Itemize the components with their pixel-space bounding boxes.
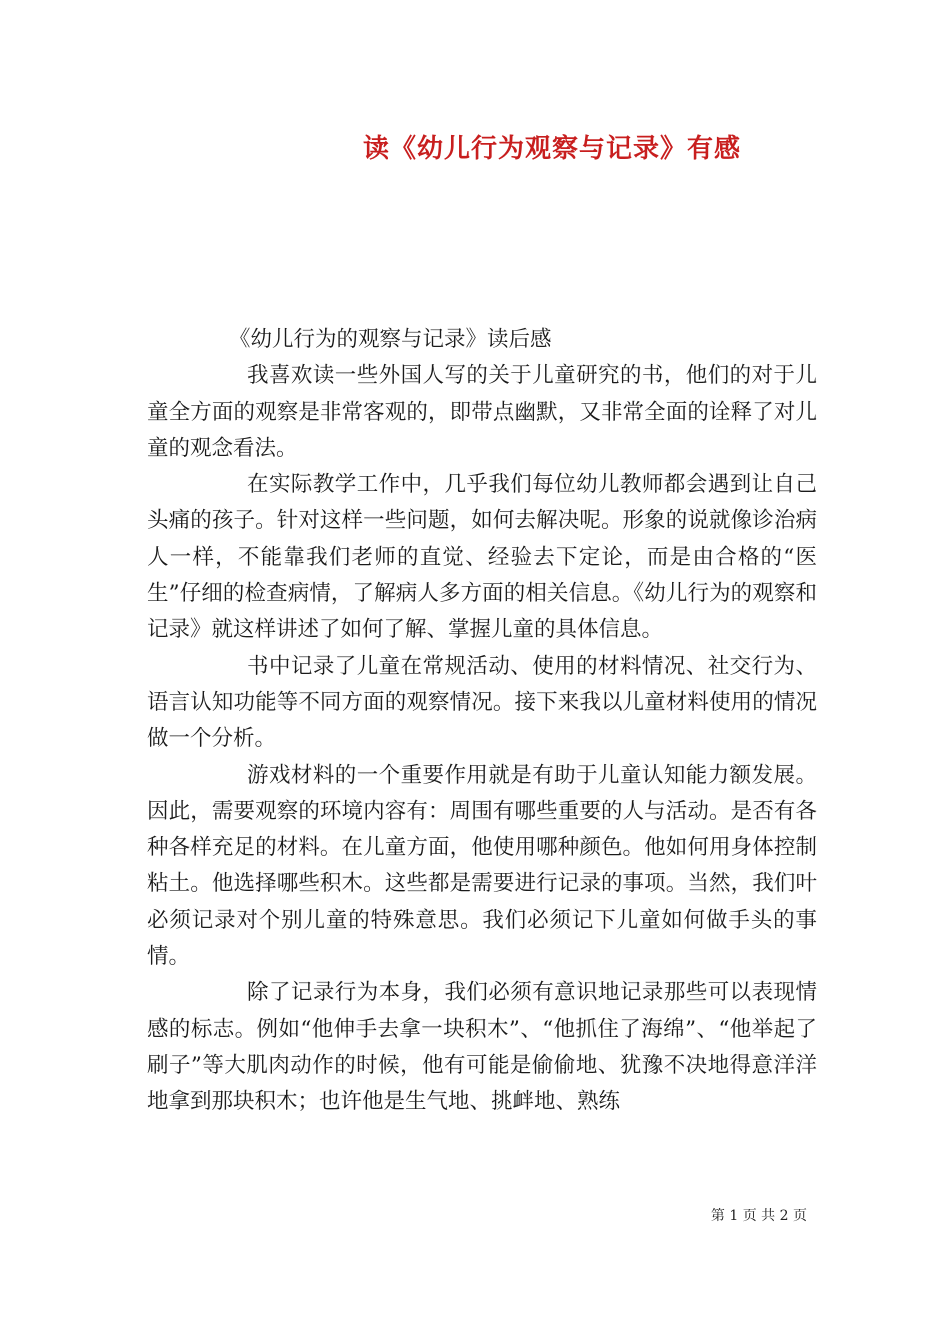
paragraph-1: 我喜欢读一些外国人写的关于儿童研究的书，他们的对于儿童全方面的观察是非常客观的，即带点幽默，又非常全面的诠释了对儿童的观念看法。 — [147, 363, 817, 461]
paragraph-4: 游戏材料的一个重要作用就是有助于儿童认知能力额发展。因此，需要观察的环境内容有：周围有哪些重要的人与活动。是否有各种各样充足的材料。在儿童方面，他使用哪种颜色。他如何用身体控制粘土。他选择哪些积木。这些都是需要进行记录的事项。当然，我们叶必须记录对个别儿童的特殊意思。我们必须记下儿童如何做手头的事情。 — [147, 762, 817, 970]
document-title: 读《幼儿行为观察与记录》有感 — [362, 134, 741, 164]
document-subtitle: 《幼儿行为的观察与记录》读后感 — [229, 327, 552, 352]
paragraph-3: 书中记录了儿童在常规活动、使用的材料情况、社交行为、语言认知功能等不同方面的观察情况。接下来我以儿童材料使用的情况做一个分析。 — [147, 653, 817, 752]
paragraph-2: 在实际教学工作中，几乎我们每位幼儿教师都会遇到让自己头痛的孩子。针对这样一些问题，如何去解决呢。形象的说就像诊治病人一样，不能靠我们老师的直觉、经验去下定论，而是由合格的“医生”仔细的检查病情，了解病人多方面的相关信息。《幼儿行为的观察和记录》就这样讲述了如何了解、掌握儿童的具体信息。 — [147, 472, 817, 643]
paragraph-5: 除了记录行为本身，我们必须有意识地记录那些可以表现情感的标志。例如“他伸手去拿一块积木”、“他抓住了海绵”、“他举起了刷子”等大肌肉动作的时候，他有可能是偷偷地、犹豫不决地得意洋洋地拿到那块积木；也许他是生气地、挑衅地、熟练 — [147, 980, 817, 1115]
page-number: 第 1 页 共 2 页 — [710, 1208, 807, 1224]
document-body — [147, 322, 817, 1121]
